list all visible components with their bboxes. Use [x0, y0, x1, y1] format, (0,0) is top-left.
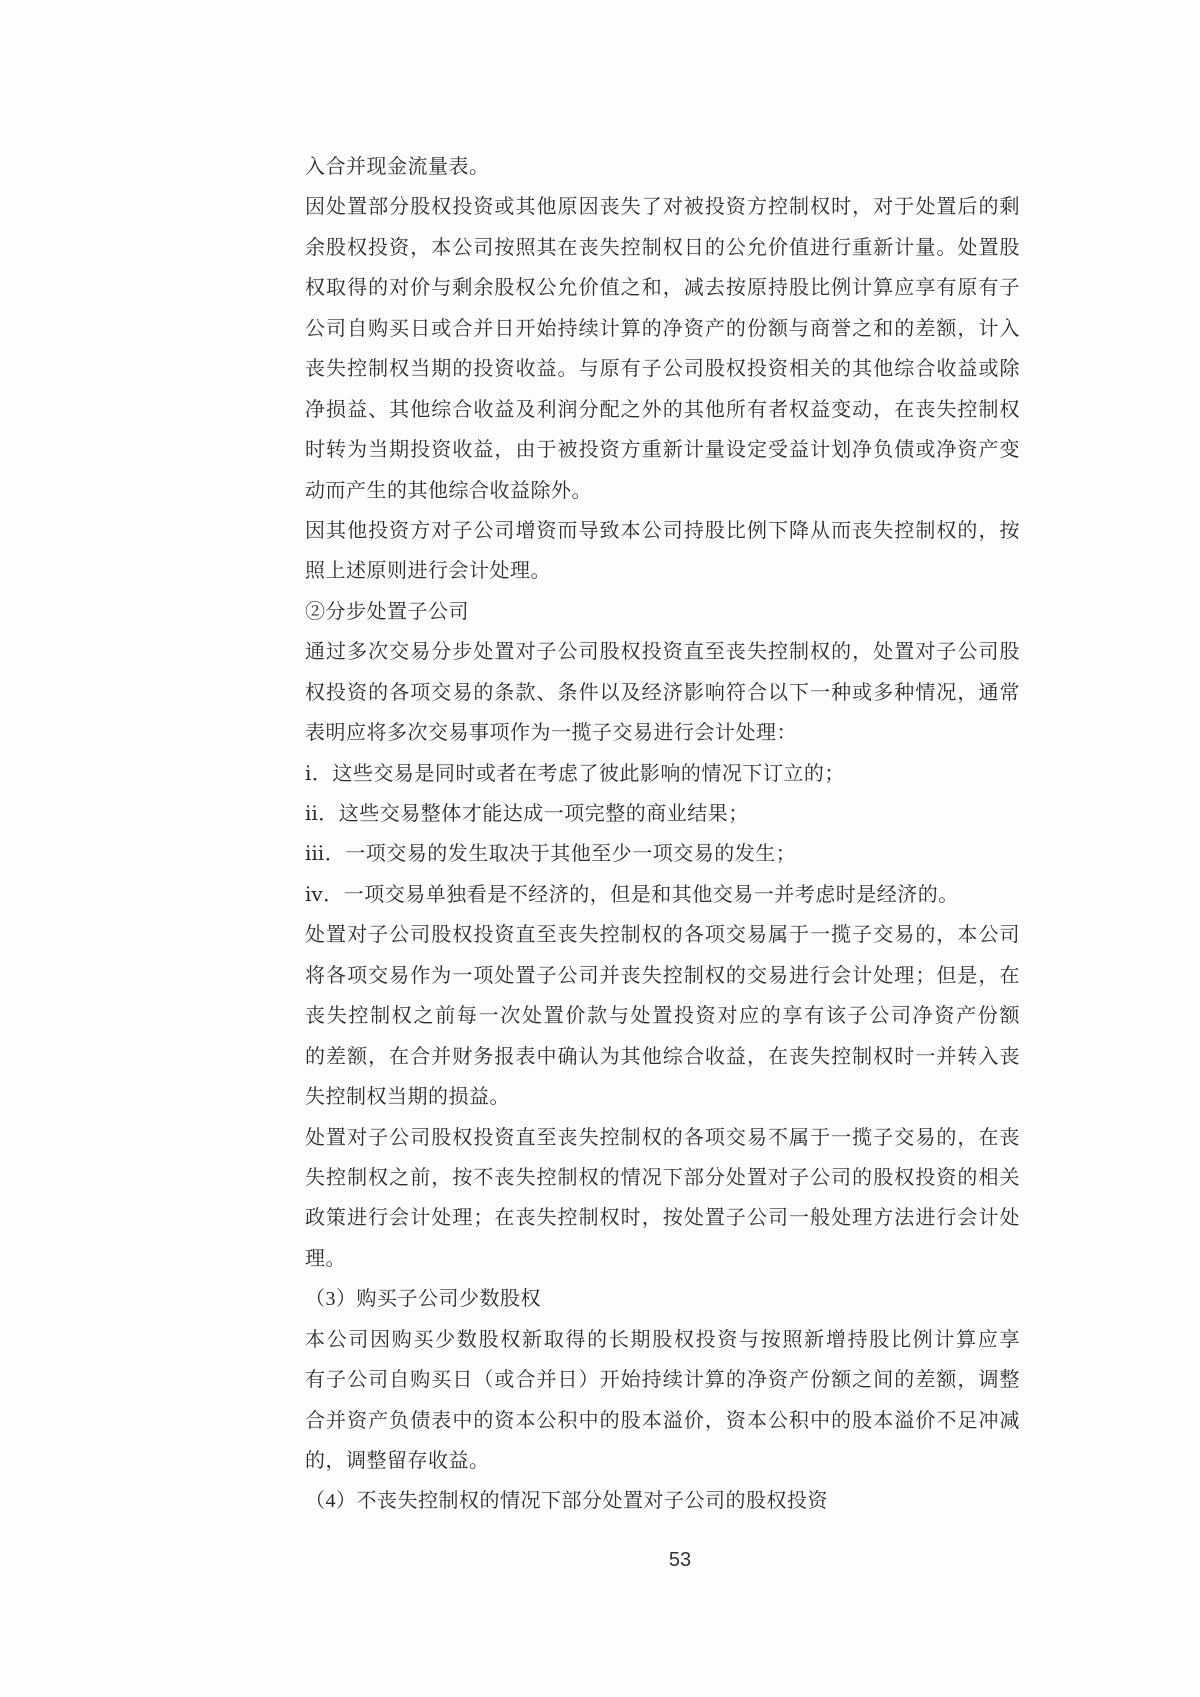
text-line: 失控制权之前，按不丧失控制权的情况下部分处置对子公司的股权投资的相关 — [305, 1166, 1020, 1189]
text-line: ②分步处置子公司 — [305, 600, 469, 623]
page-number: 53 — [668, 1549, 692, 1571]
document-body-text — [305, 147, 1020, 1522]
text-line: 权取得的对价与剩余股权公允价值之和，减去按原持股比例计算应享有原有子 — [305, 277, 1020, 300]
text-line: 入合并现金流量表。 — [305, 156, 490, 178]
text-line: 动而产生的其他综合收益除外。 — [305, 479, 592, 502]
text-line: 有子公司自购买日（或合并日）开始持续计算的净资产份额之间的差额，调整 — [305, 1369, 1020, 1392]
text-line: 失控制权当期的损益。 — [305, 1086, 510, 1109]
text-line: 的差额，在合并财务报表中确认为其他综合收益，在丧失控制权时一并转入丧 — [305, 1045, 1020, 1068]
text-line: 将各项交易作为一项处置子公司并丧失控制权的交易进行会计处理；但是，在 — [305, 964, 1020, 987]
text-line: 通过多次交易分步处置对子公司股权投资直至丧失控制权的，处置对子公司股 — [305, 641, 1020, 664]
text-line: 净损益、其他综合收益及利润分配之外的其他所有者权益变动，在丧失控制权 — [305, 398, 1020, 421]
text-line: （4）不丧失控制权的情况下部分处置对子公司的股权投资 — [305, 1490, 828, 1513]
text-line: 丧失控制权之前每一次处置价款与处置投资对应的享有该子公司净资产份额 — [305, 1005, 1020, 1028]
text-line: 公司自购买日或合并日开始持续计算的净资产的份额与商誉之和的差额，计入 — [305, 317, 1020, 340]
text-line: ⅳ．一项交易单独看是不经济的，但是和其他交易一并考虑时是经济的。 — [305, 883, 959, 906]
text-line: 时转为当期投资收益，由于被投资方重新计量设定受益计划净负债或净资产变 — [305, 439, 1020, 462]
text-line: 合并资产负债表中的资本公积中的股本溢价，资本公积中的股本溢价不足冲减 — [305, 1409, 1020, 1432]
text-line: ⅱ．这些交易整体才能达成一项完整的商业结果； — [305, 803, 749, 825]
text-line: 余股权投资，本公司按照其在丧失控制权日的公允价值进行重新计量。处置股 — [305, 236, 1020, 259]
text-line: 因其他投资方对子公司增资而导致本公司持股比例下降从而丧失控制权的，按 — [305, 519, 1020, 542]
text-line: 处置对子公司股权投资直至丧失控制权的各项交易不属于一揽子交易的，在丧 — [305, 1126, 1020, 1149]
text-line: 权投资的各项交易的条款、条件以及经济影响符合以下一种或多种情况，通常 — [305, 681, 1020, 704]
text-line: 的，调整留存收益。 — [305, 1450, 490, 1472]
text-line: 本公司因购买少数股权新取得的长期股权投资与按照新增持股比例计算应享 — [305, 1328, 1020, 1351]
text-line: 因处置部分股权投资或其他原因丧失了对被投资方控制权时，对于处置后的剩 — [305, 196, 1020, 219]
text-line: 表明应将多次交易事项作为一揽子交易进行会计处理： — [305, 722, 797, 745]
text-line: 照上述原则进行会计处理。 — [305, 560, 551, 583]
text-line: （3）购买子公司少数股权 — [305, 1288, 541, 1311]
text-line: ⅲ．一项交易的发生取决于其他至少一项交易的发生； — [305, 843, 797, 866]
text-line: 理。 — [305, 1247, 346, 1270]
text-line: 丧失控制权当期的投资收益。与原有子公司股权投资相关的其他综合收益或除 — [305, 358, 1020, 381]
text-line: 政策进行会计处理；在丧失控制权时，按处置子公司一般处理方法进行会计处 — [305, 1207, 1020, 1230]
text-line: ⅰ．这些交易是同时或者在考虑了彼此影响的情况下订立的； — [305, 762, 845, 785]
text-line: 处置对子公司股权投资直至丧失控制权的各项交易属于一揽子交易的，本公司 — [305, 924, 1020, 947]
